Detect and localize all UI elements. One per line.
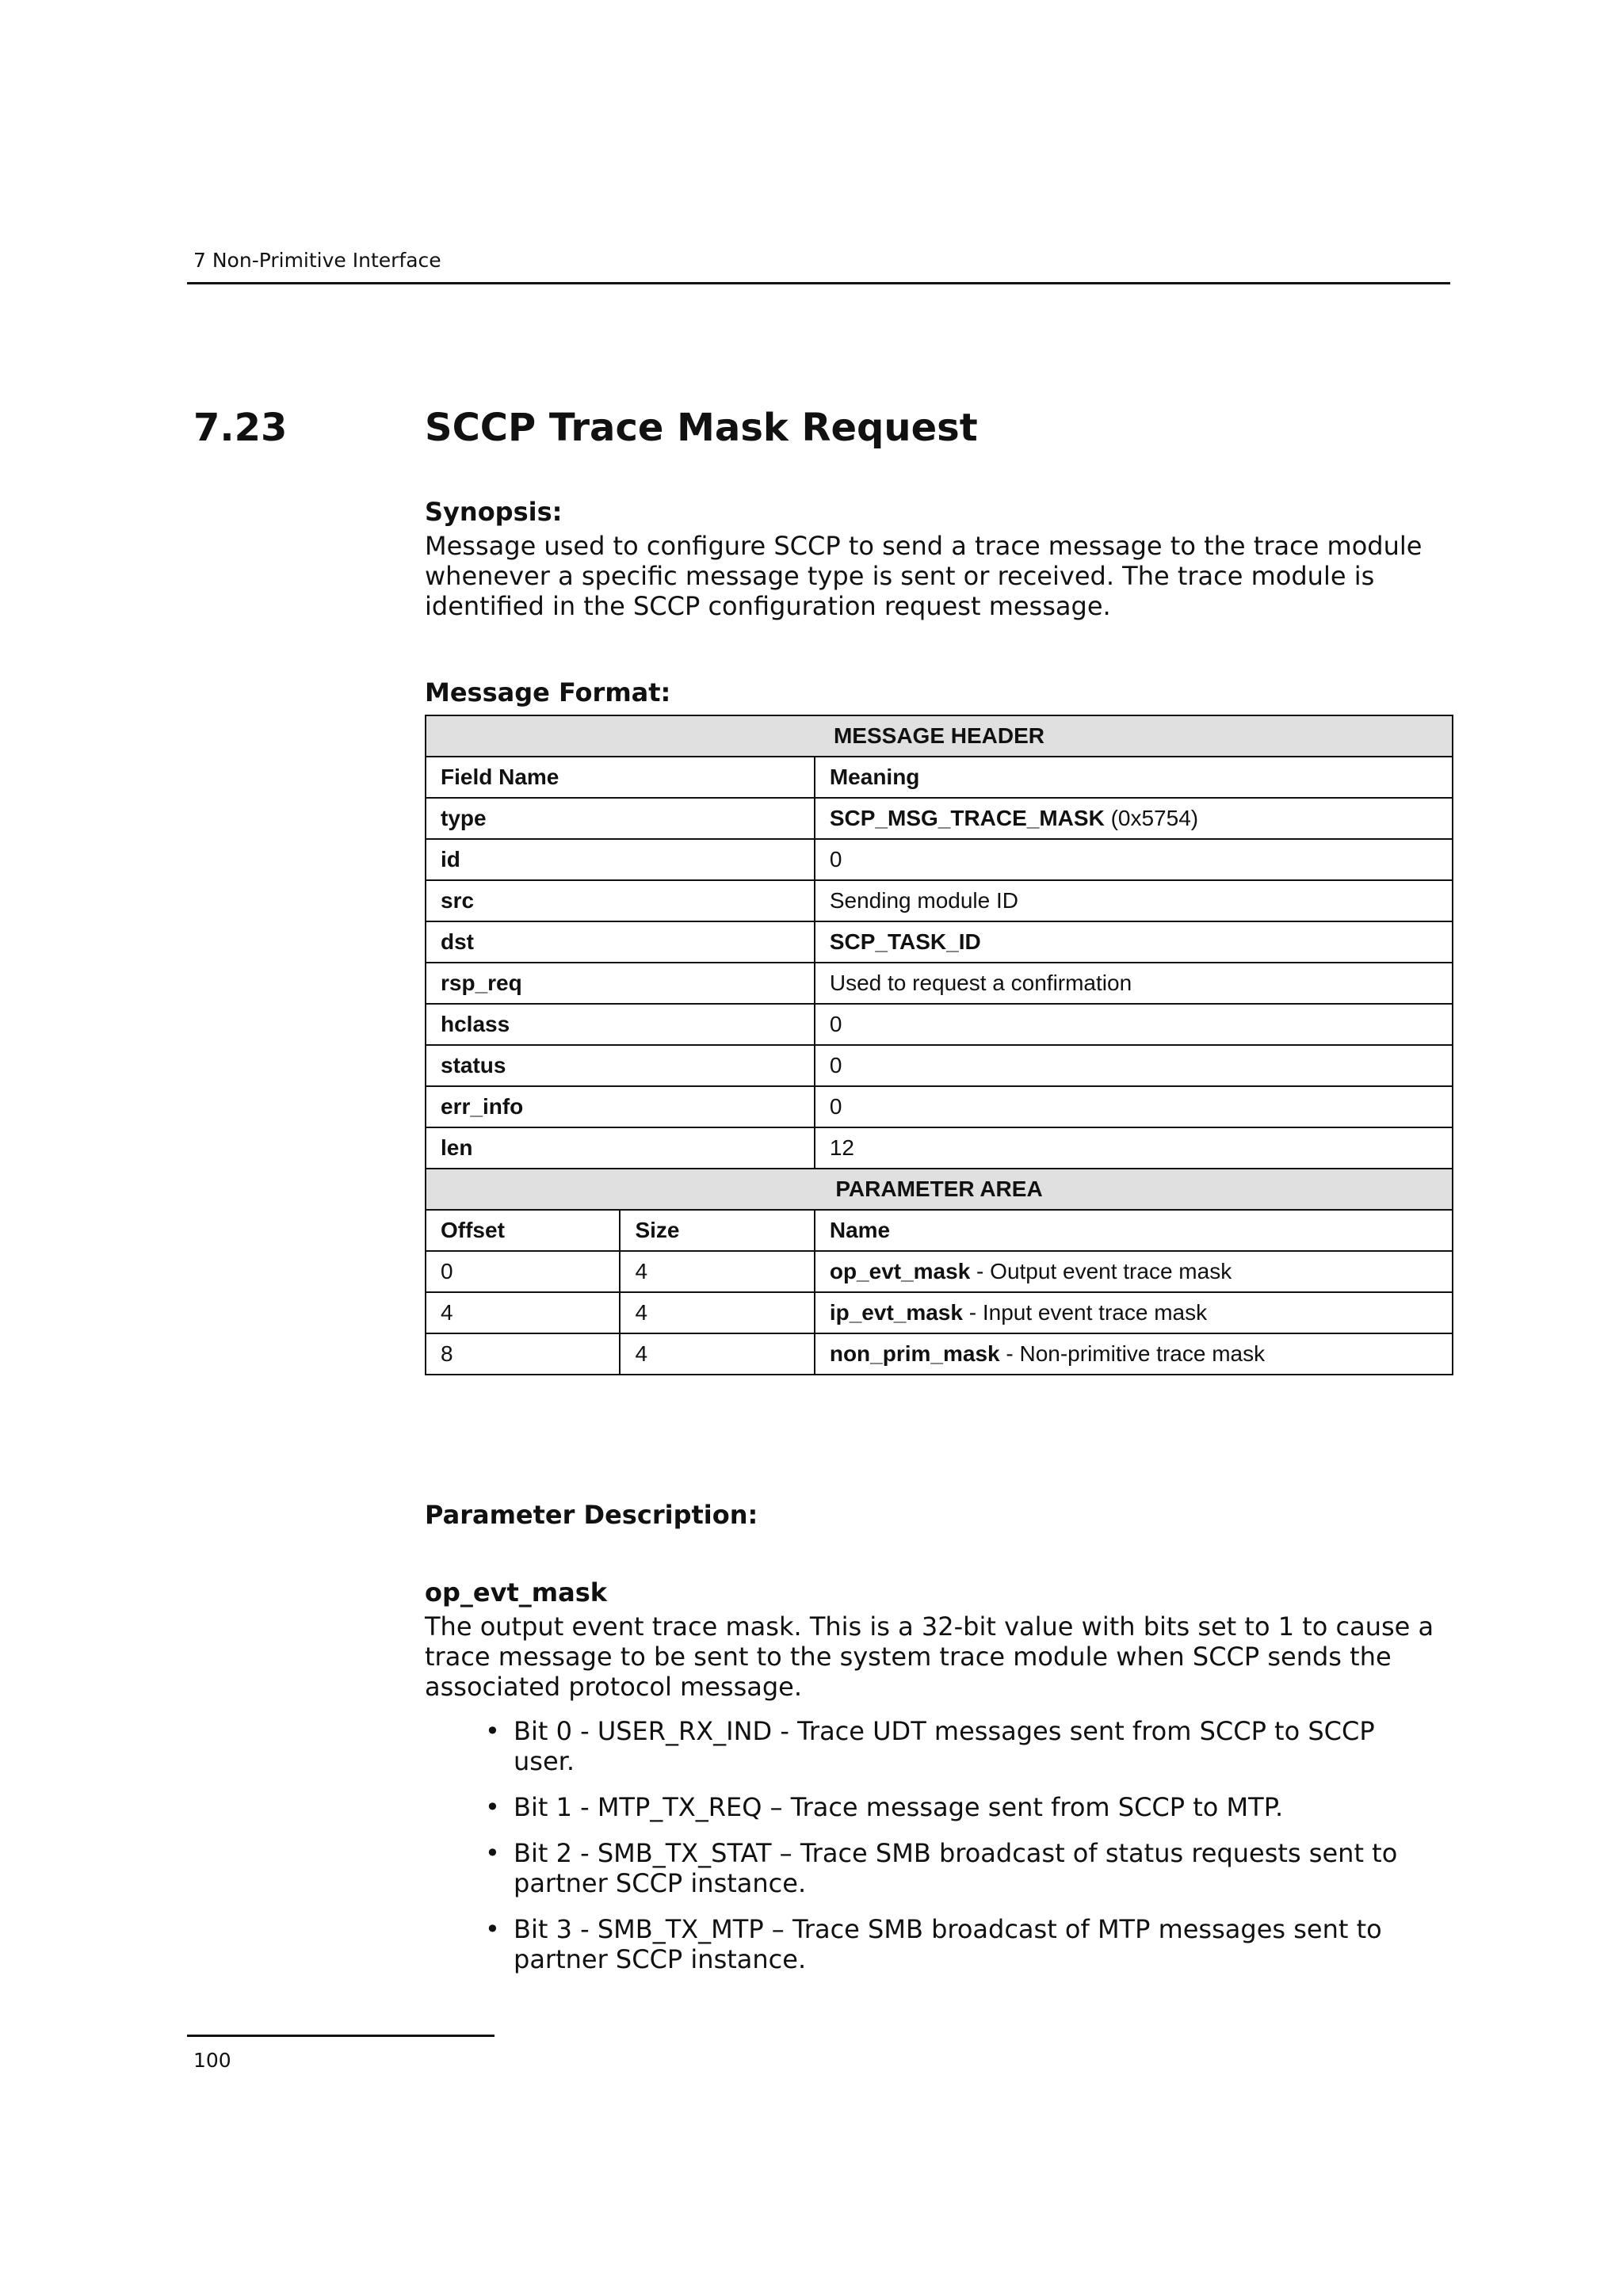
column-header: Size (620, 1210, 814, 1251)
field-name-cell: len (426, 1127, 815, 1169)
synopsis-block (425, 496, 1455, 621)
list-item (425, 1838, 1455, 1898)
footer-rule (187, 2035, 495, 2037)
meaning-cell (815, 921, 1453, 963)
column-header: Offset (426, 1210, 620, 1251)
field-name-cell: err_info (426, 1086, 815, 1127)
message-header-band: MESSAGE HEADER (426, 715, 1453, 757)
header-rule (187, 282, 1450, 284)
column-header: Name (815, 1210, 1453, 1251)
offset-cell: 4 (426, 1292, 620, 1333)
bit-line: Bit 1 - MTP_TX_REQ – Trace message sent from SCCP to MTP. (514, 1792, 1284, 1822)
running-header: 7 Non-Primitive Interface (193, 249, 441, 272)
section-title: SCCP Trace Mask Request (425, 406, 978, 450)
field-name-cell: hclass (426, 1004, 815, 1045)
synopsis-heading: Synopsis: (425, 497, 563, 527)
table-row (426, 1127, 1453, 1169)
bullet-icon: • (485, 1716, 500, 1746)
meaning-cell (815, 839, 1453, 880)
bit-line: partner SCCP instance. (514, 1868, 807, 1898)
meaning-text: 0 (829, 1053, 842, 1077)
op-evt-mask-heading: op_evt_mask (425, 1577, 608, 1608)
bit-line: Bit 0 - USER_RX_IND - Trace UDT messages sent from SCCP to SCCP (514, 1716, 1375, 1746)
description-line: trace message to be sent to the system trace module when SCCP sends the (425, 1642, 1392, 1672)
offset-cell: 0 (426, 1251, 620, 1292)
table-row (426, 963, 1453, 1004)
offset-cell: 8 (426, 1333, 620, 1375)
param-name-text: - Non-primitive trace mask (999, 1341, 1266, 1366)
meaning-cell (815, 880, 1453, 921)
table-row (426, 1169, 1453, 1210)
meaning-bold: SCP_TASK_ID (829, 929, 981, 954)
meaning-text: 0 (829, 1012, 842, 1036)
table-row (426, 921, 1453, 963)
meaning-cell (815, 963, 1453, 1004)
bit-line: Bit 2 - SMB_TX_STAT – Trace SMB broadcast of status requests sent to (514, 1838, 1398, 1868)
op-evt-mask-text (425, 1611, 1455, 1702)
list-item (425, 1914, 1455, 1974)
param-name-cell (815, 1333, 1453, 1375)
field-name-cell: id (426, 839, 815, 880)
synopsis-text (425, 531, 1455, 621)
field-name-cell: src (426, 880, 815, 921)
param-name-text: - Input event trace mask (962, 1300, 1208, 1325)
parameter-area-band: PARAMETER AREA (426, 1169, 1453, 1210)
meaning-cell (815, 1045, 1453, 1086)
bullet-icon: • (485, 1838, 500, 1868)
table-row (426, 839, 1453, 880)
param-name-bold: ip_evt_mask (829, 1300, 963, 1325)
parameter-description-block (425, 1499, 1455, 1531)
field-name-cell: type (426, 798, 815, 839)
table-row (426, 1251, 1453, 1292)
table-row (426, 757, 1453, 798)
param-name-cell (815, 1292, 1453, 1333)
meaning-text: Used to request a confirmation (829, 971, 1132, 995)
size-cell: 4 (620, 1292, 814, 1333)
table-row (426, 1333, 1453, 1375)
table-row (426, 798, 1453, 839)
list-item (425, 1792, 1455, 1822)
synopsis-line: whenever a specific message type is sent or received. The trace module is (425, 561, 1375, 591)
bit-line: user. (514, 1746, 575, 1776)
table-row (426, 880, 1453, 921)
field-name-cell: rsp_req (426, 963, 815, 1004)
meaning-cell (815, 1004, 1453, 1045)
synopsis-line: identified in the SCCP configuration request message. (425, 591, 1111, 621)
table-row (426, 715, 1453, 757)
section-number: 7.23 (193, 406, 288, 450)
message-format-table (425, 715, 1453, 1375)
meaning-text: Sending module ID (829, 888, 1018, 913)
page-number: 100 (193, 2049, 231, 2072)
meaning-text: 0 (829, 847, 842, 871)
message-format-block (425, 677, 1455, 708)
synopsis-line: Message used to configure SCCP to send a trace message to the trace module (425, 531, 1423, 561)
meaning-text: 0 (829, 1094, 842, 1119)
bullet-icon: • (485, 1792, 500, 1822)
bit-line: Bit 3 - SMB_TX_MTP – Trace SMB broadcast of MTP messages sent to (514, 1914, 1382, 1944)
param-name-bold: non_prim_mask (829, 1341, 1000, 1366)
table-row (426, 1210, 1453, 1251)
param-name-bold: op_evt_mask (829, 1259, 971, 1283)
meaning-cell (815, 1086, 1453, 1127)
meaning-text: 12 (829, 1135, 854, 1160)
table-row (426, 1292, 1453, 1333)
table-row (426, 1086, 1453, 1127)
message-format-heading: Message Format: (425, 677, 671, 707)
meaning-cell (815, 798, 1453, 839)
size-cell: 4 (620, 1251, 814, 1292)
meaning-text: (0x5754) (1104, 806, 1199, 830)
description-line: associated protocol message. (425, 1672, 803, 1702)
parameter-description-heading: Parameter Description: (425, 1500, 758, 1530)
table-row (426, 1045, 1453, 1086)
op-evt-mask-block (425, 1577, 1455, 1990)
bit-line: partner SCCP instance. (514, 1944, 807, 1974)
bit-list (425, 1716, 1455, 1974)
size-cell: 4 (620, 1333, 814, 1375)
field-name-cell: status (426, 1045, 815, 1086)
param-name-cell (815, 1251, 1453, 1292)
list-item (425, 1716, 1455, 1776)
column-header: Field Name (426, 757, 815, 798)
field-name-cell: dst (426, 921, 815, 963)
param-name-text: - Output event trace mask (970, 1259, 1232, 1283)
table-row (426, 1004, 1453, 1045)
meaning-bold: SCP_MSG_TRACE_MASK (829, 806, 1105, 830)
bullet-icon: • (485, 1914, 500, 1944)
column-header: Meaning (815, 757, 1453, 798)
meaning-cell (815, 1127, 1453, 1169)
description-line: The output event trace mask. This is a 32-bit value with bits set to 1 to cause a (425, 1611, 1434, 1642)
